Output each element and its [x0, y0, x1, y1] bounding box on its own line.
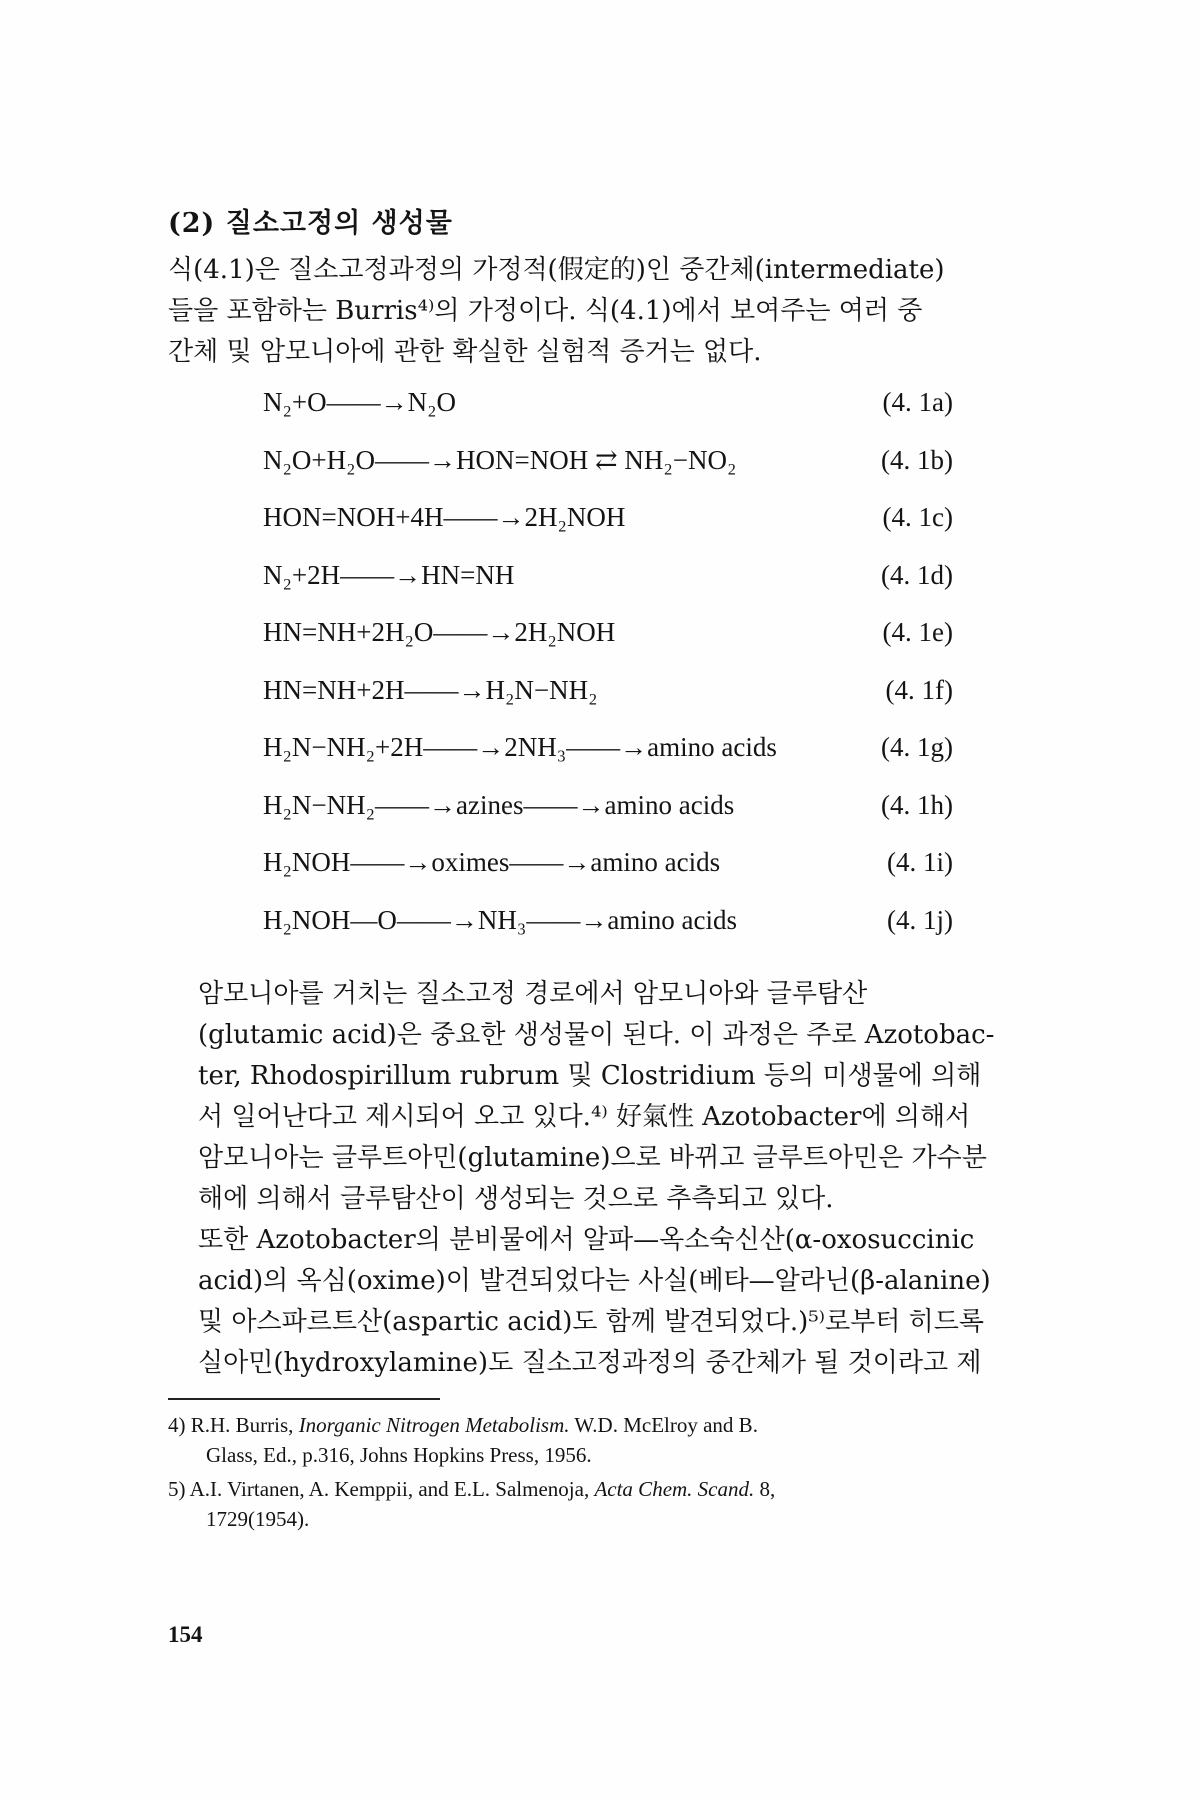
equation-number: (4. 1g) — [881, 732, 953, 762]
equation-formula: N₂O+H₂O——→HON=NOH ⇄ NH₂−NO₂ — [263, 444, 737, 475]
footnote-marker: 4) — [168, 1413, 186, 1437]
equation-row — [263, 617, 963, 675]
equation-number: (4. 1e) — [882, 617, 953, 647]
equation-formula: H₂NOH—O——→NH₃——→amino acids — [263, 904, 738, 935]
equation-formula: HN=NH+2H₂O——→2H₂NOH — [263, 617, 616, 647]
equation-formula: HON=NOH+4H——→2H₂NOH — [263, 502, 626, 532]
equation-formula: H₂N−NH₂+2H——→2NH₃——→amino acids — [263, 732, 777, 762]
equation-number: (4. 1b) — [881, 444, 953, 475]
text-line: acid)의 옥심(oxime)이 발견되었다는 사실(베타—알라닌(β-alanine) — [198, 1266, 991, 1296]
footnote-5 — [168, 1474, 1006, 1534]
text-line: 해에 의해서 글루탐산이 생성되는 것으로 추측되고 있다. — [198, 1184, 834, 1214]
equation-row — [263, 560, 963, 618]
equation-number: (4. 1h) — [881, 789, 953, 820]
text-line: 간체 및 암모니아에 관한 확실한 실험적 증거는 없다. — [168, 337, 762, 367]
ammonia-paragraph — [168, 974, 1006, 1220]
footnote-continuation: 1729(1954). — [206, 1507, 310, 1531]
footnote-rest: 8, — [759, 1477, 776, 1501]
footnote-divider — [168, 1398, 440, 1400]
equation-formula: HN=NH+2H——→H₂N−NH₂ — [263, 674, 598, 705]
footnote-title: Inorganic Nitrogen Metabolism. — [298, 1413, 570, 1437]
equation-row — [263, 732, 963, 790]
equation-formula: N₂+O——→N₂O — [263, 387, 457, 417]
footnote-continuation: Glass, Ed., p.316, Johns Hopkins Press, 1956. — [206, 1443, 592, 1467]
footnote-title: Acta Chem. Scand. — [594, 1477, 755, 1501]
text-line: 또한 Azotobacter의 분비물에서 알파—옥소숙신산(α-oxosuccinic — [198, 1225, 975, 1255]
equation-list — [263, 387, 963, 962]
equation-row — [263, 847, 963, 905]
page-content — [168, 204, 1006, 1538]
footnote-authors: A.I. Virtanen, A. Kemppii, and E.L. Salmenoja, — [189, 1477, 590, 1501]
footnote-authors: R.H. Burris, — [190, 1413, 294, 1437]
footnote-rest: W.D. McElroy and B. — [574, 1413, 758, 1437]
equation-number: (4. 1f) — [885, 674, 953, 705]
text-line: 식(4.1)은 질소고정과정의 가정적(假定的)인 중간체(intermediate) — [168, 255, 945, 285]
equation-number: (4. 1c) — [882, 502, 953, 532]
equation-row — [263, 445, 963, 503]
text-line: 실아민(hydroxylamine)도 질소고정과정의 중간체가 될 것이라고 제 — [198, 1348, 982, 1378]
text-line: ter, Rhodospirillum rubrum 및 Clostridium 등의 미생물에 의해 — [198, 1061, 982, 1091]
equation-number: (4. 1i) — [887, 847, 953, 877]
text-line: 및 아스파르트산(aspartic acid)도 함께 발견되었다.)⁵⁾로부터 히드록 — [198, 1307, 985, 1337]
equation-number: (4. 1a) — [882, 387, 953, 417]
equation-formula: H₂NOH——→oximes——→amino acids — [263, 847, 721, 877]
equation-number: (4. 1j) — [887, 904, 953, 935]
oxime-paragraph — [168, 1220, 1006, 1384]
page-number: 154 — [168, 1622, 203, 1647]
equation-formula: H₂N−NH₂——→azines——→amino acids — [263, 789, 735, 820]
text-line: 암모니아는 글루트아민(glutamine)으로 바뀌고 글루트아민은 가수분 — [198, 1143, 987, 1173]
equation-row — [263, 387, 963, 445]
equation-row — [263, 790, 963, 848]
equation-row — [263, 905, 963, 963]
equation-row — [263, 675, 963, 733]
equation-number: (4. 1d) — [881, 559, 953, 590]
section-title: (2) 질소고정의 생성물 — [168, 208, 453, 239]
equation-formula: N₂+2H——→HN=NH — [263, 559, 515, 590]
footnote-4 — [168, 1410, 1006, 1470]
text-line: 들을 포함하는 Burris⁴⁾의 가정이다. 식(4.1)에서 보여주는 여러 중 — [168, 296, 923, 326]
text-line: 암모니아를 거치는 질소고정 경로에서 암모니아와 글루탐산 — [198, 979, 868, 1009]
equation-row — [263, 502, 963, 560]
text-line: (glutamic acid)은 중요한 생성물이 된다. 이 과정은 주로 Azotobac- — [198, 1020, 995, 1050]
intro-paragraph — [168, 250, 1006, 373]
text-line: 서 일어난다고 제시되어 오고 있다.⁴⁾ 好氣性 Azotobacter에 의해서 — [198, 1102, 971, 1132]
footnote-marker: 5) — [168, 1477, 186, 1501]
